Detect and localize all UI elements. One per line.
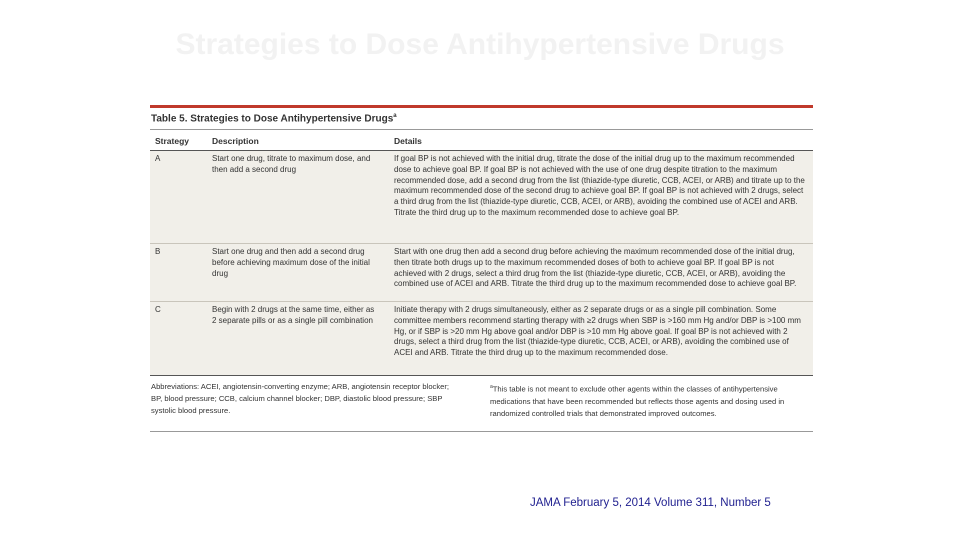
column-header-description: Description [212,136,259,146]
footnote-text: This table is not meant to exclude other agents within the classes of antihypertensive medications that have been recommended but reflects those agents and dosing used in randomized controlled trials that demonstrated improved outcomes. [490,384,785,418]
table-top-rule [150,105,813,108]
slide-title: Strategies to Dose Antihypertensive Drugs [175,28,785,61]
table-bottom-rule [150,431,813,432]
table-row [150,302,813,375]
table-title [151,113,397,124]
row-description: Start one drug, titrate to maximum dose, and then add a second drug [212,154,371,174]
table-row [150,244,813,301]
table-footnote [490,381,812,420]
journal-citation: JAMA February 5, 2014 Volume 311, Number 5 [530,497,771,509]
row-description: Begin with 2 drugs at the same time, either as 2 separate pills or as a single pill combination [212,305,375,325]
row-description: Start one drug and then add a second drug before achieving maximum dose of the initial drug [212,247,370,278]
dosing-strategies-table [150,105,813,432]
header-top-rule [150,129,813,130]
column-header-details: Details [394,136,422,146]
row-details: Start with one drug then add a second drug before achieving the maximum recommended dose of the initial drug, then titrate both drugs up to the maximum recommended doses of both to achieve goal BP. If goal BP is not achieved with 2 drugs, select a third drug from the list (thiazide-type diuretic, CCB, ACEI, or ARB), avoiding the combined use of ACEI and ARB. Titrate the third drug up to the maximum recommended dose to achieve goal BP. [394,247,797,289]
row-strategy: A [155,154,161,163]
column-header-strategy: Strategy [155,136,190,146]
row-details: If goal BP is not achieved with the initial drug, titrate the dose of the initial drug up to the maximum recommended dose to achieve goal BP. If goal BP is not achieved with the use of one drug despite titration to the maximum recommended dose, add a second drug from the list (thiazide-type diuretic, CCB, ACEI, or ARB) and titrate up to the maximum recommended dose of the second drug to achieve goal BP. If goal BP is not achieved with 2 drugs, select a third drug from the list (thiazide-type diuretic, CCB, ACEI, or ARB), avoiding the combined use of ACEI and ARB. Titrate the third drug up to the maximum recommended dose to achieve goal BP. [394,154,805,217]
abbreviations-note: Abbreviations: ACEI, angiotensin-converting enzyme; ARB, angiotensin receptor blocker; BP, blood pressure; CCB, calcium channel blocker; DBP, diastolic blood pressure; SBP systolic blood pressure. [151,382,450,415]
table-row [150,151,813,243]
row-strategy: C [155,305,161,314]
table-title-marker: a [393,113,397,119]
footer-rule [150,375,813,376]
row-strategy: B [155,247,161,256]
table-title-text: Table 5. Strategies to Dose Antihypertensive Drugs [151,113,394,125]
row-details: Initiate therapy with 2 drugs simultaneously, either as 2 separate drugs or as a single pill combination. Some committee members recommend starting therapy with ≥2 drugs when SBP is >160 mm Hg and/or DBP is >100 mm Hg, or if SBP is >20 mm Hg above goal and/or DBP is >10 mm Hg above goal. If goal BP is not achieved with 2 drugs, select a third drug from the list (thiazide-type diuretic, CCB, ACEI, or ARB), avoiding the combined use of ACEI and ARB. Titrate the third drug up to the maximum recommended dose. [394,305,801,358]
footnote-marker: a [490,384,493,390]
